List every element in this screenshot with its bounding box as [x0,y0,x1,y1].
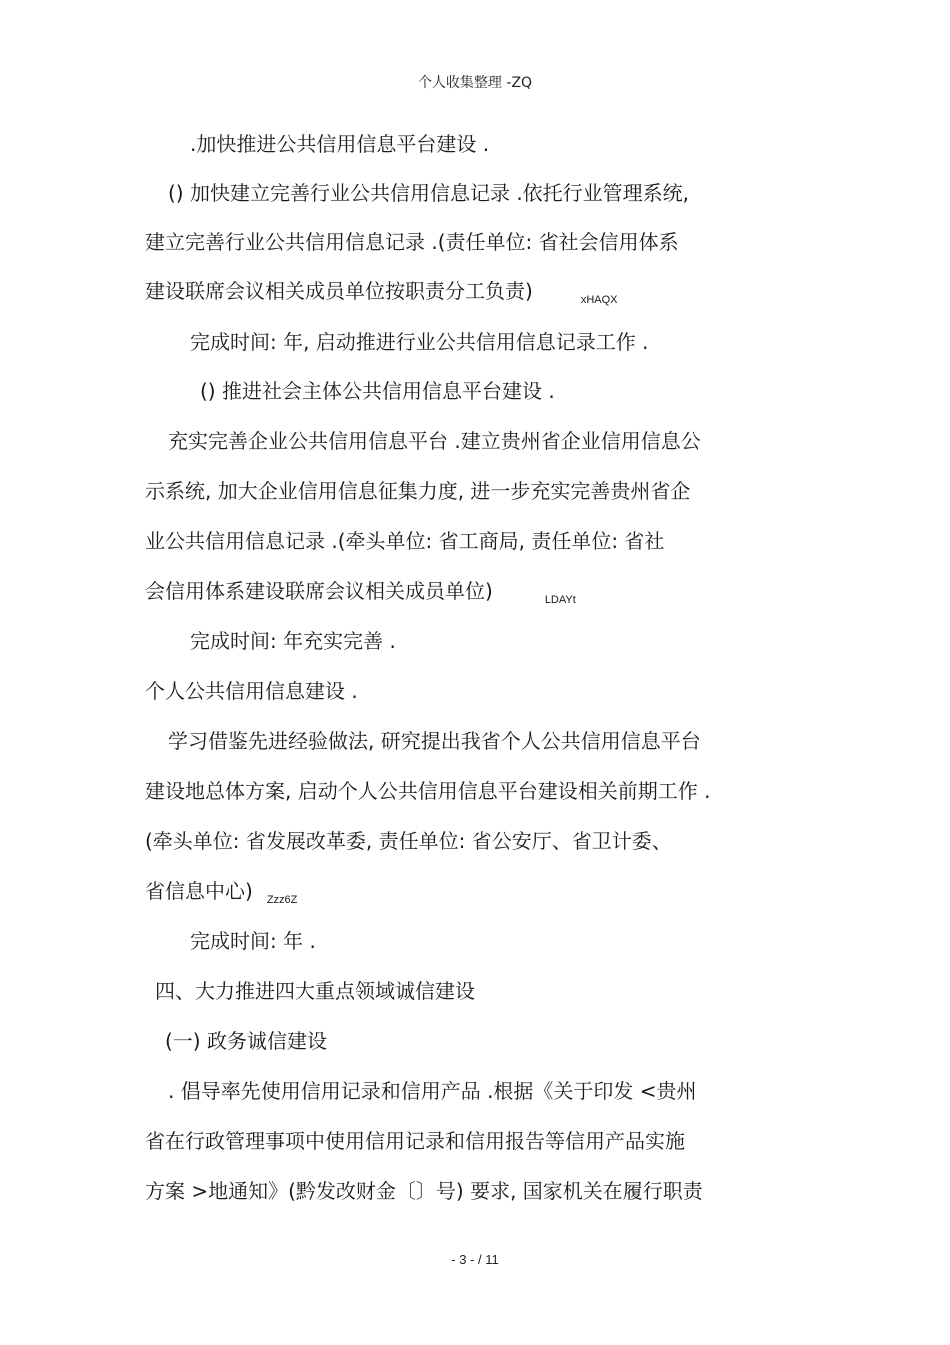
text-line: (牵头单位: 省发展改革委, 责任单位: 省公安厅、省卫计委、 [145,829,672,853]
text-line: 完成时间: 年充实完善 . [190,629,396,653]
tracking-mark: xHAQX [580,294,618,306]
text-line [145,878,297,913]
text-line: 充实完善企业公共信用信息平台 .建立贵州省企业信用信息公 [168,429,701,453]
text-line [145,578,576,613]
page-header: 个人收集整理 -ZQ [417,75,533,91]
text-line: 完成时间: 年 . [190,929,316,953]
text-line: 示系统, 加大企业信用信息征集力度, 进一步充实完善贵州省企 [145,479,691,503]
page-number: - 3 - / 11 [451,1252,499,1267]
text-line: 方案 >地通知》(黔发改财金〔〕号) 要求, 国家机关在履行职责 [145,1179,703,1203]
tracking-mark: Zzz6Z [266,894,298,906]
text-line: 完成时间: 年, 启动推进行业公共信用信息记录工作 . [190,330,649,354]
text-segment: 会信用体系建设联席会议相关成员单位) [145,579,493,603]
text-segment: 省信息中心) [145,879,253,903]
text-line: 建立完善行业公共信用信息记录 .(责任单位: 省社会信用体系 [145,230,679,254]
section-heading: 四、大力推进四大重点领域诚信建设 [155,979,475,1003]
subsection-heading: (一) 政务诚信建设 [165,1029,327,1053]
text-line: 学习借鉴先进经验做法, 研究提出我省个人公共信用信息平台 [168,729,701,753]
text-line: 个人公共信用信息建设 . [145,679,358,703]
text-line: () 推进社会主体公共信用信息平台建设 . [200,379,555,403]
text-line: 省在行政管理事项中使用信用记录和信用报告等信用产品实施 [145,1129,685,1153]
text-line: . 倡导率先使用信用记录和信用产品 .根据《关于印发 <贵州 [168,1079,697,1103]
tracking-mark: LDAYt [544,594,576,606]
text-line [145,278,618,313]
text-line: .加快推进公共信用信息平台建设 . [190,132,490,156]
text-line: () 加快建立完善行业公共信用信息记录 .依托行业管理系统, [168,181,690,205]
text-line: 建设地总体方案, 启动个人公共信用信息平台建设相关前期工作 . [145,779,711,803]
text-line: 业公共信用信息记录 .(牵头单位: 省工商局, 责任单位: 省社 [145,529,665,553]
text-segment: 建设联席会议相关成员单位按职责分工负责) [145,279,533,303]
